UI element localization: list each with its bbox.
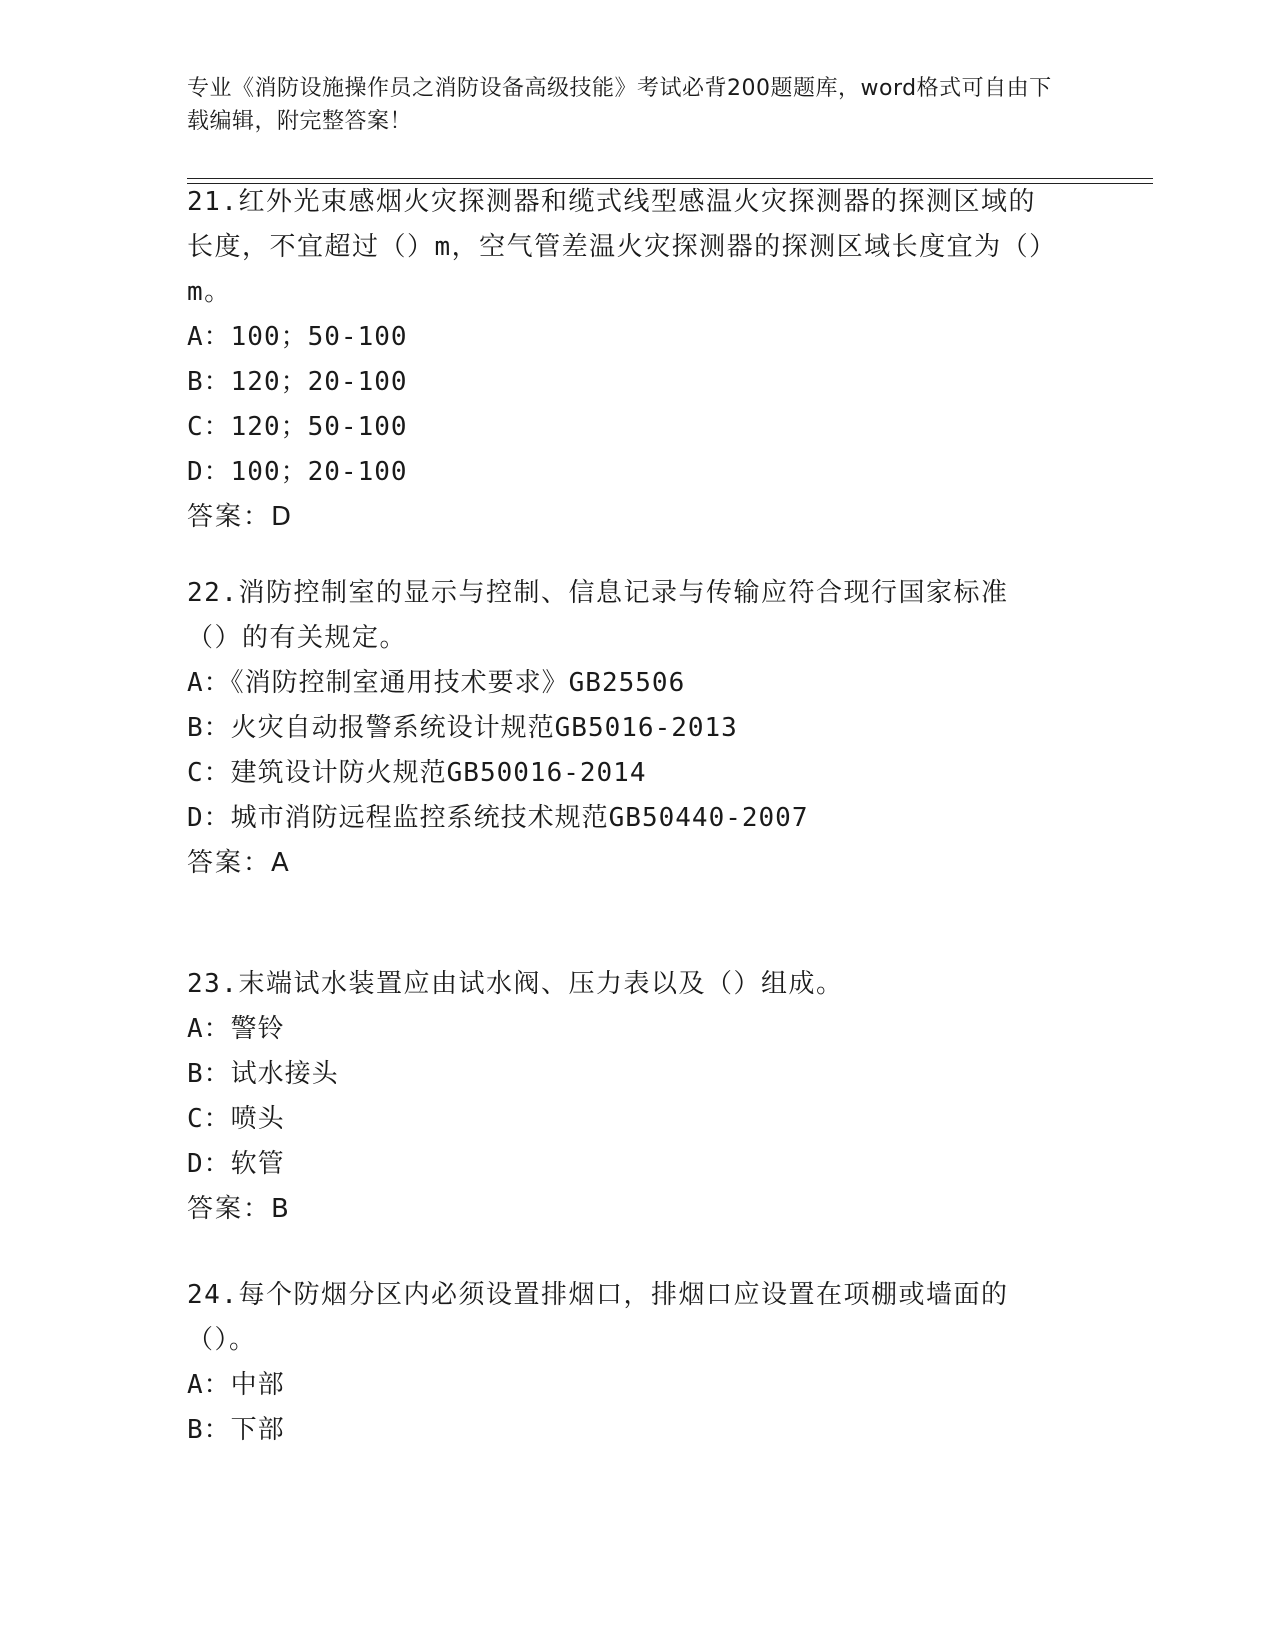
answer-label: 答案：: [187, 1194, 272, 1224]
option-c: C：喷头: [187, 1104, 285, 1134]
question-23: [187, 962, 1087, 1232]
question-stem: 23.末端试水装置应由试水阀、压力表以及（）组成。: [187, 969, 844, 999]
option-b: B：120；20-100: [187, 367, 408, 397]
option-c: C：建筑设计防火规范GB50016-2014: [187, 758, 647, 788]
header-rule-top: [187, 178, 1153, 179]
question-stem: 21.红外光束感烟火灾探测器和缆式线型感温火灾探测器的探测区域的长度，不宜超过（）m，空气管差温火灾探测器的探测区域长度宜为（）m。: [187, 187, 1044, 307]
option-a: A：警铃: [187, 1014, 285, 1044]
option-c: C：120；50-100: [187, 412, 408, 442]
answer-label: 答案：: [187, 848, 272, 878]
answer-line: [187, 1187, 1087, 1232]
answer-line: [187, 841, 1087, 886]
option-d: D：100；20-100: [187, 457, 408, 487]
document-header: 专业《消防设施操作员之消防设备高级技能》考试必背200题题库，word格式可自由下载编辑，附完整答案！: [187, 76, 1052, 134]
option-d: D：软管: [187, 1149, 285, 1179]
question-22: [187, 571, 1087, 886]
question-stem: 24.每个防烟分区内必须设置排烟口，排烟口应设置在项棚或墙面的（）。: [187, 1280, 1009, 1355]
option-b: B：火灾自动报警系统设计规范GB5016-2013: [187, 713, 738, 743]
option-b: B：试水接头: [187, 1059, 339, 1089]
answer-label: 答案：: [187, 502, 272, 532]
option-a: A：中部: [187, 1370, 285, 1400]
answer-value: B: [271, 1194, 290, 1224]
answer-line: [187, 495, 1087, 540]
option-d: D：城市消防远程监控系统技术规范GB50440-2007: [187, 803, 809, 833]
question-24: [187, 1273, 1087, 1453]
question-stem: 22.消防控制室的显示与控制、信息记录与传输应符合现行国家标准（）的有关规定。: [187, 578, 1009, 653]
answer-value: D: [271, 502, 293, 532]
option-a: A：《消防控制室通用技术要求》GB25506: [187, 668, 686, 698]
question-21: [187, 180, 1087, 540]
option-a: A：100；50-100: [187, 322, 408, 352]
option-b: B：下部: [187, 1415, 285, 1445]
answer-value: A: [271, 848, 290, 878]
